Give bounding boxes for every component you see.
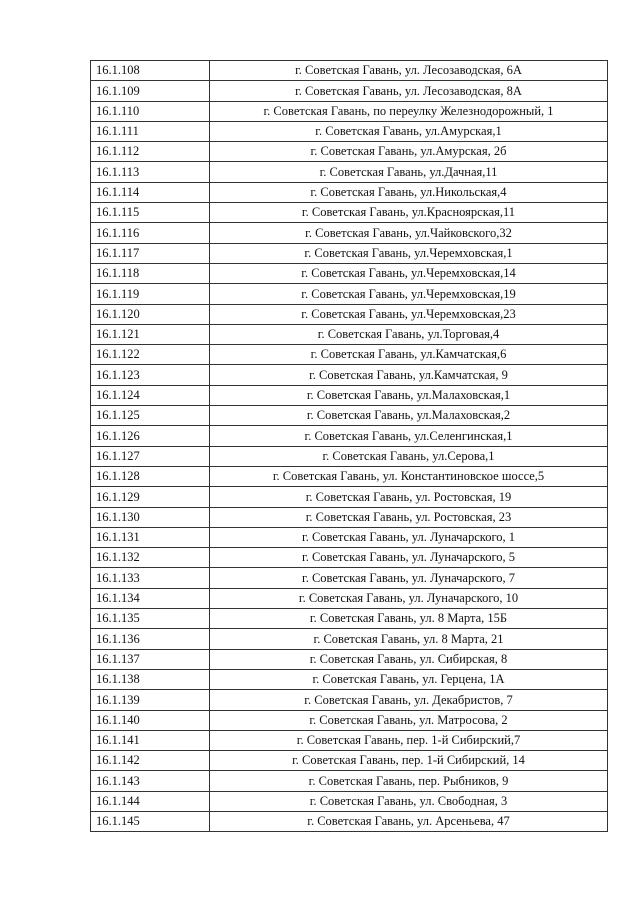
row-number-cell: 16.1.117 xyxy=(91,243,210,263)
table-row xyxy=(91,81,608,101)
row-number-cell: 16.1.129 xyxy=(91,487,210,507)
row-number-cell: 16.1.132 xyxy=(91,548,210,568)
table-row xyxy=(91,142,608,162)
address-cell: г. Советская Гавань, пер. Рыбников, 9 xyxy=(210,771,608,791)
table-row xyxy=(91,629,608,649)
row-number-cell: 16.1.123 xyxy=(91,365,210,385)
address-cell: г. Советская Гавань, ул.Дачная,11 xyxy=(210,162,608,182)
address-cell: г. Советская Гавань, ул. Луначарского, 7 xyxy=(210,568,608,588)
table-row xyxy=(91,182,608,202)
address-cell: г. Советская Гавань, пер. 1-й Сибирский,7 xyxy=(210,730,608,750)
address-cell: г. Советская Гавань, ул.Черемховская,23 xyxy=(210,304,608,324)
row-number-cell: 16.1.114 xyxy=(91,182,210,202)
row-number-cell: 16.1.126 xyxy=(91,426,210,446)
table-row xyxy=(91,730,608,750)
address-cell: г. Советская Гавань, ул.Красноярская,11 xyxy=(210,203,608,223)
table-row xyxy=(91,223,608,243)
table-row xyxy=(91,507,608,527)
address-cell: г. Советская Гавань, ул. Луначарского, 1 xyxy=(210,527,608,547)
row-number-cell: 16.1.135 xyxy=(91,609,210,629)
address-cell: г. Советская Гавань, ул. Свободная, 3 xyxy=(210,791,608,811)
table-row xyxy=(91,568,608,588)
row-number-cell: 16.1.112 xyxy=(91,142,210,162)
address-cell: г. Советская Гавань, ул.Торговая,4 xyxy=(210,324,608,344)
table-row xyxy=(91,751,608,771)
row-number-cell: 16.1.120 xyxy=(91,304,210,324)
address-cell: г. Советская Гавань, ул. 8 Марта, 15Б xyxy=(210,609,608,629)
row-number-cell: 16.1.127 xyxy=(91,446,210,466)
address-cell: г. Советская Гавань, ул.Чайковского,32 xyxy=(210,223,608,243)
row-number-cell: 16.1.138 xyxy=(91,669,210,689)
table-row xyxy=(91,609,608,629)
address-cell: г. Советская Гавань, ул.Малаховская,2 xyxy=(210,406,608,426)
table-row xyxy=(91,588,608,608)
row-number-cell: 16.1.140 xyxy=(91,710,210,730)
table-row xyxy=(91,243,608,263)
table-row xyxy=(91,771,608,791)
row-number-cell: 16.1.137 xyxy=(91,649,210,669)
table-row xyxy=(91,811,608,831)
address-cell: г. Советская Гавань, по переулку Железнодорожный, 1 xyxy=(210,101,608,121)
row-number-cell: 16.1.144 xyxy=(91,791,210,811)
row-number-cell: 16.1.128 xyxy=(91,466,210,486)
address-cell: г. Советская Гавань, ул.Камчатская,6 xyxy=(210,345,608,365)
address-cell: г. Советская Гавань, ул. Ростовская, 23 xyxy=(210,507,608,527)
row-number-cell: 16.1.109 xyxy=(91,81,210,101)
table-row xyxy=(91,162,608,182)
address-cell: г. Советская Гавань, пер. 1-й Сибирский, 14 xyxy=(210,751,608,771)
address-cell: г. Советская Гавань, ул.Черемховская,1 xyxy=(210,243,608,263)
row-number-cell: 16.1.121 xyxy=(91,324,210,344)
address-cell: г. Советская Гавань, ул. Декабристов, 7 xyxy=(210,690,608,710)
table-row xyxy=(91,791,608,811)
address-cell: г. Советская Гавань, ул. Константиновское шоссе,5 xyxy=(210,466,608,486)
row-number-cell: 16.1.113 xyxy=(91,162,210,182)
address-table xyxy=(90,60,608,832)
table-row xyxy=(91,487,608,507)
row-number-cell: 16.1.111 xyxy=(91,121,210,141)
row-number-cell: 16.1.142 xyxy=(91,751,210,771)
table-row xyxy=(91,710,608,730)
row-number-cell: 16.1.118 xyxy=(91,263,210,283)
row-number-cell: 16.1.141 xyxy=(91,730,210,750)
row-number-cell: 16.1.108 xyxy=(91,61,210,81)
address-table-body xyxy=(91,61,608,832)
address-cell: г. Советская Гавань, ул. Лесозаводская, 8А xyxy=(210,81,608,101)
table-row xyxy=(91,406,608,426)
table-row xyxy=(91,669,608,689)
table-row xyxy=(91,649,608,669)
row-number-cell: 16.1.143 xyxy=(91,771,210,791)
table-row xyxy=(91,61,608,81)
row-number-cell: 16.1.110 xyxy=(91,101,210,121)
table-row xyxy=(91,101,608,121)
address-cell: г. Советская Гавань, ул.Малаховская,1 xyxy=(210,385,608,405)
address-cell: г. Советская Гавань, ул. Лесозаводская, 6А xyxy=(210,61,608,81)
table-row xyxy=(91,426,608,446)
address-cell: г. Советская Гавань, ул. 8 Марта, 21 xyxy=(210,629,608,649)
address-cell: г. Советская Гавань, ул. Герцена, 1А xyxy=(210,669,608,689)
address-cell: г. Советская Гавань, ул.Селенгинская,1 xyxy=(210,426,608,446)
address-cell: г. Советская Гавань, ул. Луначарского, 10 xyxy=(210,588,608,608)
address-cell: г. Советская Гавань, ул.Камчатская, 9 xyxy=(210,365,608,385)
table-row xyxy=(91,121,608,141)
row-number-cell: 16.1.139 xyxy=(91,690,210,710)
row-number-cell: 16.1.119 xyxy=(91,284,210,304)
address-cell: г. Советская Гавань, ул. Матросова, 2 xyxy=(210,710,608,730)
row-number-cell: 16.1.134 xyxy=(91,588,210,608)
table-row xyxy=(91,385,608,405)
row-number-cell: 16.1.125 xyxy=(91,406,210,426)
table-row xyxy=(91,263,608,283)
row-number-cell: 16.1.115 xyxy=(91,203,210,223)
table-row xyxy=(91,304,608,324)
address-cell: г. Советская Гавань, ул.Амурская, 2б xyxy=(210,142,608,162)
row-number-cell: 16.1.122 xyxy=(91,345,210,365)
address-cell: г. Советская Гавань, ул.Серова,1 xyxy=(210,446,608,466)
row-number-cell: 16.1.131 xyxy=(91,527,210,547)
table-row xyxy=(91,345,608,365)
table-row xyxy=(91,365,608,385)
row-number-cell: 16.1.116 xyxy=(91,223,210,243)
address-cell: г. Советская Гавань, ул.Амурская,1 xyxy=(210,121,608,141)
address-cell: г. Советская Гавань, ул.Никольская,4 xyxy=(210,182,608,202)
row-number-cell: 16.1.133 xyxy=(91,568,210,588)
table-row xyxy=(91,548,608,568)
table-row xyxy=(91,446,608,466)
table-row xyxy=(91,690,608,710)
address-cell: г. Советская Гавань, ул. Ростовская, 19 xyxy=(210,487,608,507)
table-row xyxy=(91,466,608,486)
address-cell: г. Советская Гавань, ул. Арсеньева, 47 xyxy=(210,811,608,831)
address-cell: г. Советская Гавань, ул. Сибирская, 8 xyxy=(210,649,608,669)
address-cell: г. Советская Гавань, ул.Черемховская,19 xyxy=(210,284,608,304)
row-number-cell: 16.1.136 xyxy=(91,629,210,649)
row-number-cell: 16.1.130 xyxy=(91,507,210,527)
table-row xyxy=(91,527,608,547)
row-number-cell: 16.1.145 xyxy=(91,811,210,831)
table-row xyxy=(91,284,608,304)
address-cell: г. Советская Гавань, ул. Луначарского, 5 xyxy=(210,548,608,568)
table-row xyxy=(91,324,608,344)
row-number-cell: 16.1.124 xyxy=(91,385,210,405)
address-cell: г. Советская Гавань, ул.Черемховская,14 xyxy=(210,263,608,283)
table-row xyxy=(91,203,608,223)
